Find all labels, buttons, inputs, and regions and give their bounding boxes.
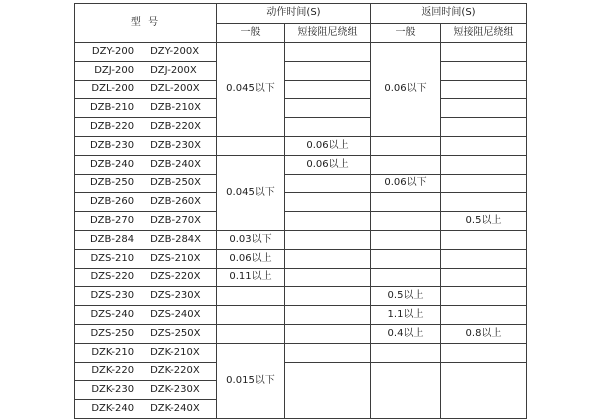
model-name-x: DZS-210X	[150, 252, 201, 264]
cell-return-damping-empty	[441, 155, 527, 174]
model-name-x: DZS-240X	[150, 309, 201, 321]
header-action-damping: 短接阻尼绕组	[285, 23, 371, 43]
model-cell	[75, 136, 217, 155]
model-name-x: DZS-220X	[150, 271, 201, 283]
table-row	[75, 268, 527, 287]
cell-action-damping-empty	[285, 193, 371, 212]
model-name: DZY-200	[91, 45, 135, 57]
model-name: DZB-210	[89, 102, 135, 114]
cell-action-damping: 0.06以上	[285, 155, 371, 174]
model-name-x: DZS-250X	[150, 327, 201, 339]
cell-action-general-empty	[217, 136, 285, 155]
cell-return-damping-empty	[441, 118, 527, 137]
cell-return-general: 0.06以下	[371, 174, 441, 193]
cell-action-general-empty	[217, 287, 285, 306]
model-name-x: DZB-250X	[150, 177, 202, 189]
cell-return-general-empty	[371, 230, 441, 249]
model-cell	[75, 80, 217, 99]
cell-action-damping-empty	[285, 99, 371, 118]
cell-return-damping: 0.8以上	[441, 324, 527, 343]
table-row	[75, 324, 527, 343]
table-row	[75, 99, 527, 118]
cell-action-general: 0.045以下	[217, 43, 285, 137]
model-cell	[75, 306, 217, 325]
table-row	[75, 136, 527, 155]
cell-action-general: 0.11以上	[217, 268, 285, 287]
table-row	[75, 230, 527, 249]
model-name: DZS-250	[90, 327, 135, 339]
model-cell	[75, 268, 217, 287]
cell-return-general-empty	[371, 155, 441, 174]
cell-return-general-empty	[371, 212, 441, 231]
model-name: DZK-230	[91, 384, 135, 396]
model-name: DZB-270	[89, 215, 135, 227]
cell-action-damping-empty	[285, 306, 371, 325]
cell-return-general-empty	[371, 362, 441, 418]
cell-return-general-empty	[371, 193, 441, 212]
cell-return-damping: 0.5以上	[441, 212, 527, 231]
model-name-x: DZK-210X	[150, 346, 200, 358]
cell-return-general-empty	[371, 136, 441, 155]
model-cell	[75, 324, 217, 343]
header-row-groups	[75, 4, 527, 24]
cell-return-damping-empty	[441, 136, 527, 155]
table-row	[75, 343, 527, 362]
model-name: DZL-200	[91, 83, 135, 95]
model-name: DZB-240	[89, 158, 135, 170]
model-name: DZS-210	[90, 252, 135, 264]
model-name: DZB-220	[89, 121, 135, 133]
model-name: DZS-220	[90, 271, 135, 283]
cell-return-damping-empty	[441, 362, 527, 418]
model-name-x: DZB-210X	[150, 102, 202, 114]
table-header	[75, 4, 527, 43]
cell-return-general: 0.06以下	[371, 43, 441, 137]
model-cell	[75, 230, 217, 249]
cell-action-damping: 0.06以上	[285, 136, 371, 155]
table-row	[75, 362, 527, 381]
model-name-x: DZS-230X	[150, 290, 201, 302]
table-row	[75, 43, 527, 62]
cell-return-damping-empty	[441, 343, 527, 362]
model-name: DZB-284	[89, 233, 135, 245]
cell-action-damping-empty	[285, 80, 371, 99]
model-name-x: DZB-240X	[150, 158, 202, 170]
cell-return-damping-empty	[441, 287, 527, 306]
model-cell	[75, 343, 217, 362]
cell-return-damping-empty	[441, 61, 527, 80]
model-cell	[75, 174, 217, 193]
model-cell	[75, 249, 217, 268]
model-cell	[75, 381, 217, 400]
model-cell	[75, 193, 217, 212]
cell-return-damping-empty	[441, 249, 527, 268]
cell-action-damping-empty	[285, 174, 371, 193]
model-name: DZS-240	[90, 309, 135, 321]
cell-action-general: 0.03以下	[217, 230, 285, 249]
cell-return-general-empty	[371, 249, 441, 268]
relay-spec-table	[74, 3, 527, 419]
cell-action-damping-empty	[285, 212, 371, 231]
cell-action-general: 0.045以下	[217, 155, 285, 230]
cell-return-damping-empty	[441, 193, 527, 212]
cell-return-general-empty	[371, 343, 441, 362]
cell-action-general: 0.015以下	[217, 343, 285, 418]
model-cell	[75, 61, 217, 80]
cell-return-damping-empty	[441, 99, 527, 118]
model-cell	[75, 362, 217, 381]
table-row	[75, 61, 527, 80]
table-row	[75, 155, 527, 174]
table-row	[75, 249, 527, 268]
cell-return-damping-empty	[441, 80, 527, 99]
model-name: DZK-240	[91, 403, 135, 415]
model-name-x: DZJ-200X	[150, 64, 197, 76]
model-name-x: DZB-284X	[150, 233, 202, 245]
model-name: DZK-220	[91, 365, 135, 377]
cell-return-damping-empty	[441, 306, 527, 325]
cell-action-general: 0.06以上	[217, 249, 285, 268]
model-name-x: DZY-200X	[150, 45, 200, 57]
model-cell	[75, 400, 217, 419]
model-name-x: DZB-220X	[150, 121, 202, 133]
model-name: DZB-230	[89, 139, 135, 151]
cell-action-damping-empty	[285, 287, 371, 306]
cell-action-damping-empty	[285, 268, 371, 287]
cell-return-general: 0.5以上	[371, 287, 441, 306]
header-return-general: 一般	[371, 23, 441, 43]
header-action-time: 动作时间(S)	[217, 4, 371, 24]
header-return-damping: 短接阻尼绕组	[441, 23, 527, 43]
cell-action-damping-empty	[285, 343, 371, 362]
header-return-time: 返回时间(S)	[371, 4, 527, 24]
cell-return-general: 1.1以上	[371, 306, 441, 325]
table-row	[75, 174, 527, 193]
header-action-general: 一般	[217, 23, 285, 43]
model-name: DZB-250	[89, 177, 135, 189]
cell-action-damping-empty	[285, 249, 371, 268]
table-row	[75, 193, 527, 212]
cell-return-damping-empty	[441, 268, 527, 287]
cell-action-general-empty	[217, 306, 285, 325]
model-name: DZK-210	[91, 346, 135, 358]
table-body	[75, 43, 527, 419]
model-cell	[75, 43, 217, 62]
model-name-x: DZB-230X	[150, 139, 202, 151]
model-name: DZB-260	[89, 196, 135, 208]
table-row	[75, 212, 527, 231]
table-row	[75, 306, 527, 325]
cell-return-damping-empty	[441, 43, 527, 62]
model-name-x: DZK-220X	[150, 365, 200, 377]
model-cell	[75, 99, 217, 118]
cell-return-damping-empty	[441, 230, 527, 249]
model-name: DZJ-200	[94, 64, 135, 76]
cell-action-damping-empty	[285, 324, 371, 343]
cell-return-damping-empty	[441, 174, 527, 193]
cell-action-damping-empty	[285, 230, 371, 249]
header-model: 型 号	[75, 4, 217, 43]
cell-action-damping-empty	[285, 43, 371, 62]
table-row	[75, 287, 527, 306]
cell-action-damping-empty	[285, 118, 371, 137]
cell-return-general: 0.4以上	[371, 324, 441, 343]
model-cell	[75, 155, 217, 174]
table-row	[75, 118, 527, 137]
table-row	[75, 80, 527, 99]
model-cell	[75, 118, 217, 137]
cell-action-general-empty	[217, 324, 285, 343]
model-name-x: DZK-240X	[150, 403, 200, 415]
model-name-x: DZK-230X	[150, 384, 200, 396]
model-name-x: DZL-200X	[150, 83, 200, 95]
model-cell	[75, 287, 217, 306]
model-name-x: DZB-260X	[150, 196, 202, 208]
cell-action-damping-empty	[285, 362, 371, 418]
cell-return-general-empty	[371, 268, 441, 287]
model-name: DZS-230	[90, 290, 135, 302]
cell-action-damping-empty	[285, 61, 371, 80]
model-name-x: DZB-270X	[150, 215, 202, 227]
model-cell	[75, 212, 217, 231]
